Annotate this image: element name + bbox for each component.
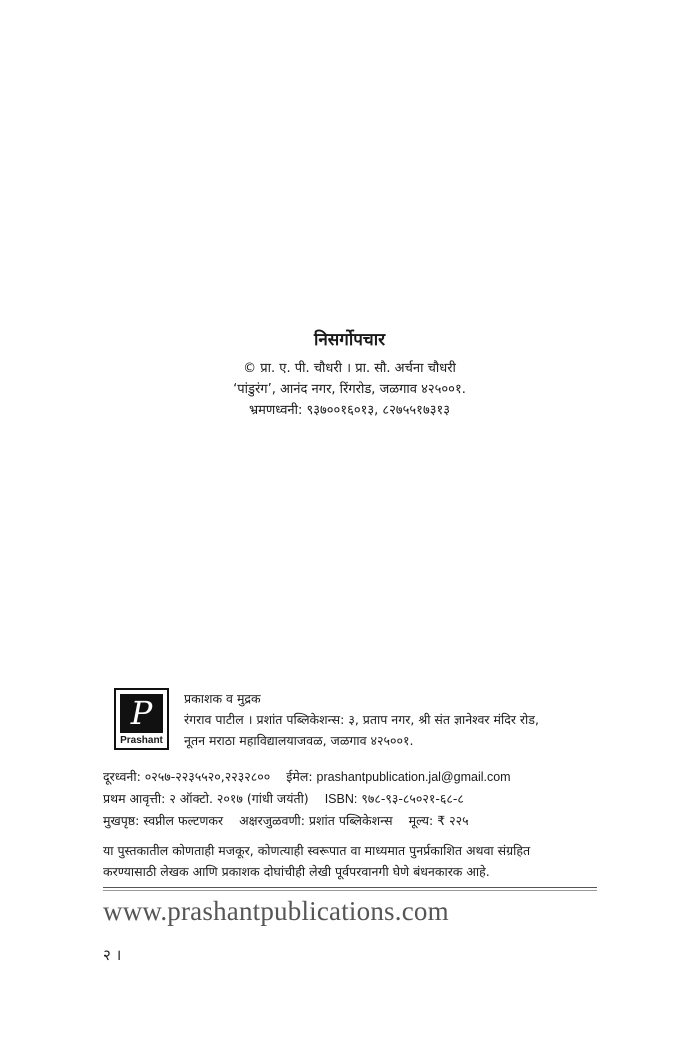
author-address: ‘पांडुरंग’, आनंद नगर, रिंगरोड, जळगाव ४२५००१. (233, 382, 466, 397)
contact-row (103, 766, 603, 788)
edition-text: प्रथम आवृत्ती: २ ऑक्टो. २०१७ (गांधी जयंती) (103, 791, 309, 806)
author-phone: भ्रमणध्वनी: ९३७००१६०१३, ८२७५५१७३१३ (249, 403, 450, 418)
authors-line: © प्रा. ए. पी. चौधरी । प्रा. सौ. अर्चना चौधरी (243, 361, 456, 376)
website-url[interactable]: www.prashantpublications.com (103, 896, 449, 926)
publisher-line-2: नूतन मराठा महाविद्यालयाजवळ, जळगाव ४२५००१. (184, 733, 414, 748)
divider-line (103, 887, 597, 888)
isbn-label: ISBN: (324, 792, 358, 806)
notice-line-2: करण्यासाठी लेखक आणि प्रकाशक दोघांचीही लेखी पूर्वपरवानगी घेणे बंधनकारक आहे. (103, 864, 490, 879)
copyright-notice (103, 840, 603, 882)
logo-text: Prashant (120, 735, 163, 746)
typesetting-credit: अक्षरजुळवणी: प्रशांत पब्लिकेशन्स (239, 813, 393, 828)
isbn-value: ९७८-९३-८५०२१-६८-८ (361, 791, 464, 806)
logo-letter: P (120, 694, 163, 733)
edition-row (103, 788, 603, 810)
publisher-heading: प्रकाशक व मुद्रक (184, 691, 261, 706)
email-address[interactable]: prashantpublication.jal@gmail.com (316, 770, 511, 784)
publisher-logo (114, 688, 169, 750)
cover-credit: मुखपृष्ठ: स्वप्नील फल्टणकर (103, 813, 224, 828)
credits-row (103, 810, 603, 831)
publisher-line-1: रंगराव पाटील । प्रशांत पब्लिकेशन्स: ३, प्रताप नगर, श्री संत ज्ञानेश्वर मंदिर रोड, (184, 712, 539, 727)
publisher-block (114, 688, 604, 752)
email-label: ईमेल: (286, 769, 313, 784)
publication-details (103, 766, 603, 831)
notice-line-1: या पुस्तकातील कोणताही मजकूर, कोणत्याही स्वरूपात वा माध्यमात पुनर्प्रकाशित अथवा संग्रहित (103, 843, 531, 858)
divider-line-secondary (103, 890, 597, 891)
page-number: २ । (103, 946, 122, 964)
book-title: निसर्गोपचार (313, 330, 386, 350)
publisher-text (184, 688, 614, 751)
price: मूल्य: ₹ २२५ (408, 813, 469, 828)
phone-number: दूरध्वनी: ०२५७-२२३५५२०,२२३२८०० (103, 769, 271, 784)
title-block (0, 327, 699, 421)
